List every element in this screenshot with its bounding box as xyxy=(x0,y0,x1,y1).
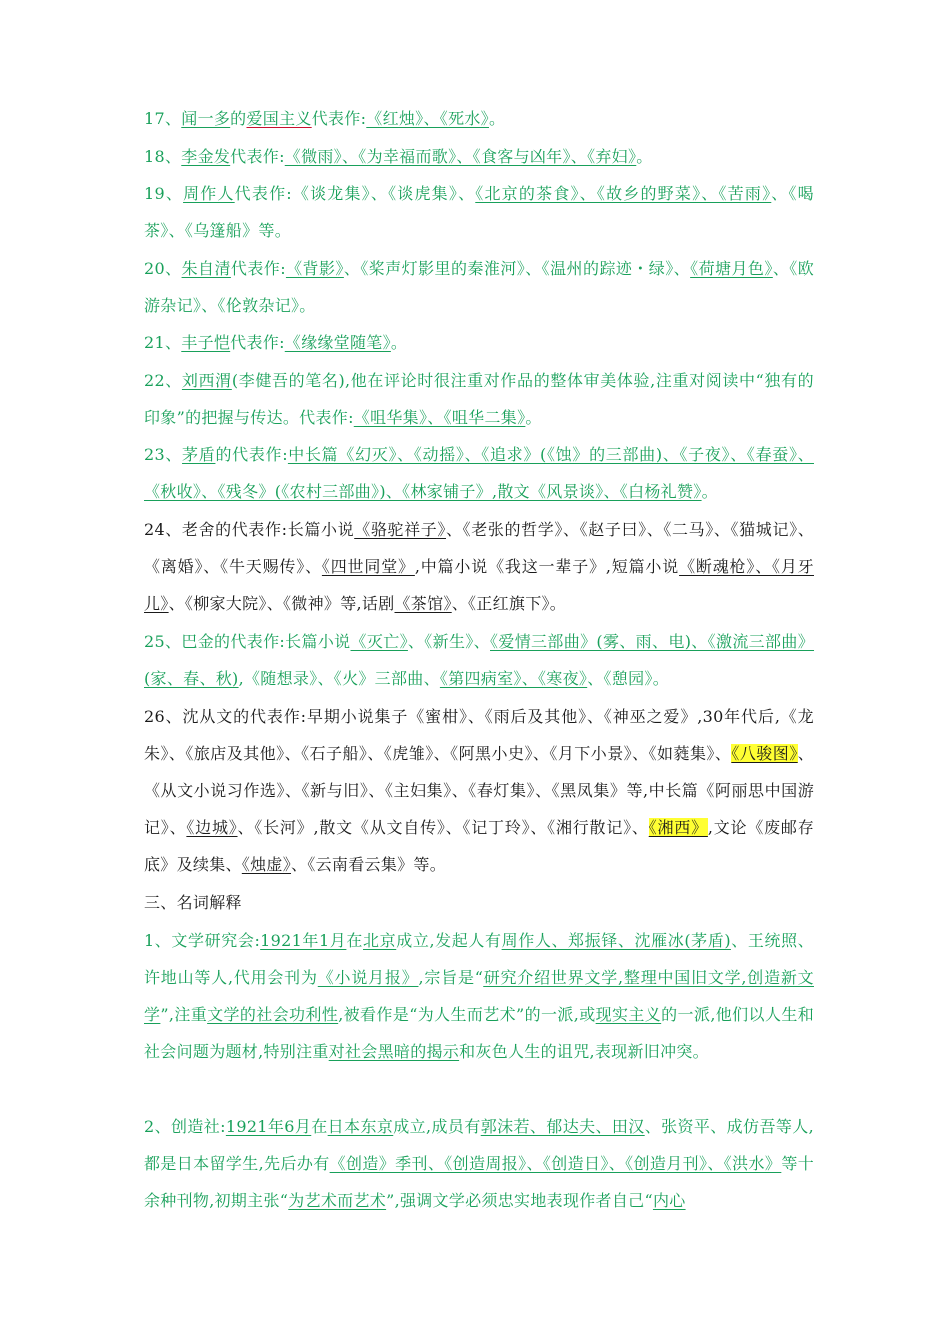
para-24 xyxy=(144,511,814,622)
text-segment: 为艺术而艺术 xyxy=(288,1191,387,1210)
text-segment: 爱国主义 xyxy=(246,109,312,128)
text-segment: 、《从文小说习作选》、《新与旧》、《主妇集》、《春灯集》、《黑凤集》等,中长篇《阿丽思中国游记》、 xyxy=(144,744,814,837)
text-segment: 北京 xyxy=(363,931,397,950)
text-segment: 、《长河》,散文《从文自传》、《记丁玲》、《湘行散记》、 xyxy=(237,818,649,837)
text-segment: 丰子恺 xyxy=(181,333,231,352)
text-segment: 22、 xyxy=(144,371,182,390)
para-22 xyxy=(144,362,814,436)
text-segment: 25、巴金的代表作:长篇小说 xyxy=(144,632,351,651)
text-segment: 闻一多 xyxy=(181,109,231,128)
text-segment: 《背影》 xyxy=(285,259,344,278)
text-segment: 成立,发起人有 xyxy=(396,931,502,950)
text-segment: 《边城》 xyxy=(186,818,238,837)
text-segment: 的一派,他们以人生和社会问题为题材,特别注重 xyxy=(144,1005,815,1061)
text-segment: 《灭亡》 xyxy=(350,632,408,651)
text-segment: 《微雨》、《为幸福而歌》、《食客与凶年》、《弃妇》 xyxy=(284,147,637,166)
text-segment: 刘西渭 xyxy=(181,371,232,390)
text-segment: 、《欧游杂记》、《伦敦杂记》。 xyxy=(144,259,815,315)
text-segment: 《骆驼祥子》 xyxy=(354,520,446,539)
para-17 xyxy=(144,100,814,137)
para-26 xyxy=(144,698,814,883)
text-segment: 《八骏图》 xyxy=(731,744,798,763)
text-segment: 。 xyxy=(701,482,718,501)
text-segment: 《咀华集》、《咀华二集》 xyxy=(353,408,526,427)
text-segment: 《小说月报》 xyxy=(317,968,419,987)
text-segment: 《烛虚》 xyxy=(241,855,292,874)
text-segment: 代表作: xyxy=(311,109,367,128)
text-segment: 21、 xyxy=(144,333,182,352)
text-segment: 《红烛》、《死水》 xyxy=(366,109,489,128)
text-segment: 的代表作: xyxy=(215,445,288,464)
text-segment: 19、 xyxy=(144,184,184,203)
text-segment: 成立,成员有 xyxy=(393,1117,481,1136)
text-segment: 24、老舍的代表作:长篇小说 xyxy=(144,520,355,539)
text-segment: 、张资平、成仿吾等人,都是日本留学生,先后办有 xyxy=(144,1117,815,1173)
text-segment: ,《随想录》、《火》三部曲、 xyxy=(238,669,440,688)
text-segment: 2、创造社: xyxy=(144,1117,226,1136)
text-segment: 《湘西》 xyxy=(648,818,708,837)
text-segment: 李金发 xyxy=(181,147,231,166)
text-segment: 代表作: xyxy=(230,259,286,278)
text-segment: 现实主义 xyxy=(595,1005,662,1024)
para-21 xyxy=(144,324,814,361)
text-segment: 18、 xyxy=(144,147,182,166)
text-segment: 对社会黑暗的揭示 xyxy=(328,1042,460,1061)
text-segment: 、《正红旗下》。 xyxy=(451,594,567,613)
para-25 xyxy=(144,623,814,697)
text-segment: 代表作: xyxy=(230,147,285,166)
text-segment: 中长篇《幻灭》、《动摇》、《追求》(《蚀》的三部曲)、《子夜》、《春蚕》、《秋收》、《残冬》(《农村三部曲》)、《林家铺子》,散文《风景谈》、《白杨礼赞》 xyxy=(144,445,814,501)
term-literary-research-society xyxy=(144,922,814,1070)
text-segment: 《断魂枪》、《月牙儿》 xyxy=(144,557,814,613)
para-18 xyxy=(144,138,814,175)
text-segment: 代表作:《谈龙集》、《谈虎集》、 xyxy=(234,184,476,203)
text-segment: 和灰色人生的诅咒,表现新旧冲突。 xyxy=(459,1042,709,1061)
text-segment: ”,注重 xyxy=(160,1005,208,1024)
text-segment: ,被看作是“为人生而艺术”的一派,或 xyxy=(338,1005,596,1024)
text-segment: 《北京的茶食》、《故乡的野菜》、《苦雨》 xyxy=(475,184,772,203)
text-segment: 内心 xyxy=(652,1191,686,1210)
para-19 xyxy=(144,175,814,249)
text-segment: 1921年6月 xyxy=(225,1117,312,1136)
text-segment: 、《桨声灯影里的秦淮河》、《温州的踪迹・绿》、 xyxy=(343,259,691,278)
text-segment: 、《喝茶》、《乌篷船》等。 xyxy=(144,184,814,240)
text-segment: 。 xyxy=(525,408,542,427)
section-heading xyxy=(144,884,814,921)
text-segment: 1921年1月 xyxy=(260,931,347,950)
text-segment: 《爱情三部曲》(雾、雨、电)、《激流三部曲》(家、春、秋) xyxy=(144,632,815,688)
text-segment: 《荷塘月色》 xyxy=(690,259,773,278)
text-segment: 、《憩园》。 xyxy=(587,669,670,688)
text-segment: 周作人 xyxy=(183,184,235,203)
text-segment: ,中篇小说《我这一辈子》,短篇小说 xyxy=(414,557,680,576)
text-segment: 三、名词解释 xyxy=(144,893,242,912)
text-segment: 《创造》季刊、《创造周报》、《创造日》、《创造月刊》、《洪水》 xyxy=(329,1154,782,1173)
text-segment: 在 xyxy=(346,931,364,950)
text-segment: 文学的社会功利性 xyxy=(207,1005,339,1024)
text-segment: 《四世同堂》 xyxy=(321,557,415,576)
text-segment: 《缘缘堂随笔》 xyxy=(284,333,391,352)
para-20 xyxy=(144,250,814,324)
text-segment: 等十余种刊物,初期主张“ xyxy=(144,1154,815,1210)
text-segment: 代表作: xyxy=(230,333,285,352)
text-segment: 周作人、郑振铎、沈雁冰(茅盾) xyxy=(501,931,731,950)
text-segment: 研究介绍世界文学,整理中国旧文学,创造新文学 xyxy=(144,968,814,1024)
text-segment: 在 xyxy=(311,1117,328,1136)
text-segment: 。 xyxy=(488,109,506,128)
text-segment: 、《云南看云集》等。 xyxy=(291,855,447,874)
text-segment: 《第四病室》、《寒夜》 xyxy=(439,669,588,688)
text-segment: 日本东京 xyxy=(327,1117,394,1136)
text-segment: 郭沫若、郁达夫、田汉 xyxy=(480,1117,645,1136)
text-segment: 17、 xyxy=(144,109,182,128)
text-segment: 1、文学研究会: xyxy=(144,931,261,950)
text-segment: 《茶馆》 xyxy=(394,594,452,613)
text-segment: 、王统照、许地山等人,代用会刊为 xyxy=(144,931,814,987)
text-segment: ,文论《废邮存底》及续集、 xyxy=(144,818,814,874)
text-segment: 的 xyxy=(230,109,247,128)
text-segment: 、《柳家大院》、《微神》等,话剧 xyxy=(168,594,395,613)
para-23 xyxy=(144,436,814,510)
text-segment: ,宗旨是“ xyxy=(418,968,484,987)
text-segment: 、《新生》、 xyxy=(407,632,490,651)
text-segment: (李健吾的笔名),他在评论时很注重对作品的整体审美体验,注重对阅读中“独有的印象”的把握与传达。代表作: xyxy=(144,371,814,427)
text-segment: 23、 xyxy=(144,445,183,464)
text-segment: ”,强调文学必须忠实地表现作者自己“ xyxy=(386,1191,653,1210)
text-segment: 。 xyxy=(636,147,653,166)
text-segment: 朱自清 xyxy=(181,259,231,278)
term-creation-society xyxy=(144,1108,814,1219)
text-segment: 20、 xyxy=(144,259,182,278)
text-segment: 茅盾 xyxy=(182,445,216,464)
text-segment: 。 xyxy=(390,333,408,352)
text-segment: 26、沈从文的代表作:早期小说集子《蜜柑》、《雨后及其他》、《神巫之爱》,30年代后,《龙朱》、《旅店及其他》、《石子船》、《虎雏》、《阿黑小史》、《月下小景》、《如蕤集》、 xyxy=(144,707,814,763)
text-segment: 、《老张的哲学》、《赵子曰》、《二马》、《猫城记》、《离婚》、《牛天赐传》、 xyxy=(144,520,814,576)
